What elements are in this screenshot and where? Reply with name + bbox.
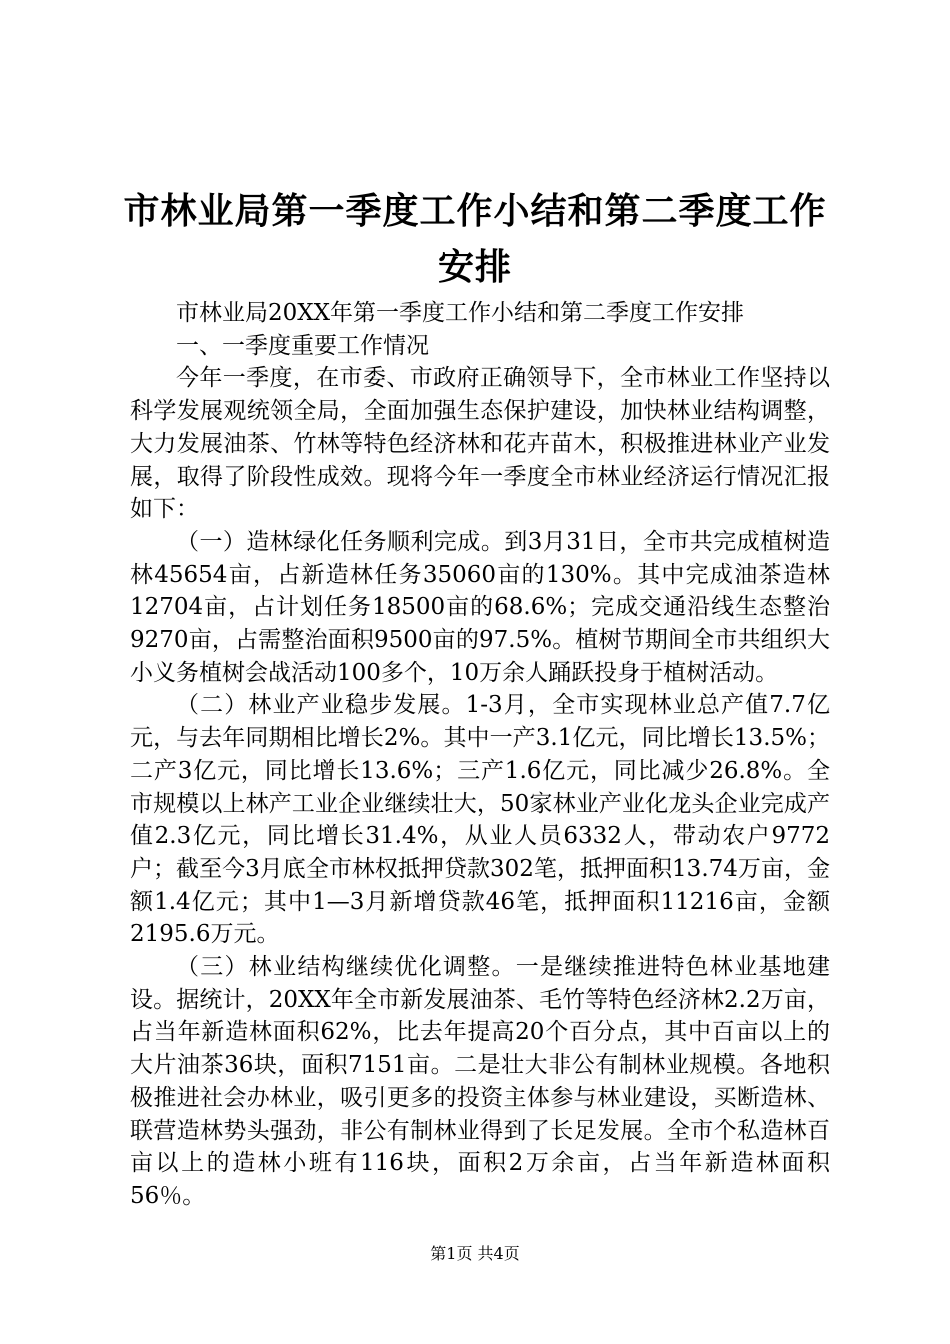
document-subtitle: 市林业局20XX年第一季度工作小结和第二季度工作安排 [176, 300, 745, 326]
document-body [130, 297, 830, 1213]
paragraph-forestry-industry: （二）林业产业稳步发展。1-3月，全市实现林业总产值7.7亿元，与去年同期相比增长2%。其中一产3.1亿元，同比增长13.5%；二产3亿元，同比增长13.6%；三产1.6亿元，同比减少26.8%。全市规模以上林产工业企业继续壮大，50家林业产业化龙头企业完成产值2.3亿元，同比增长31.4%，从业人员6332人，带动农户9772户；截至今3月底全市林权抵押贷款302笔，抵押面积13.74万亩，金额1.4亿元；其中1—3月新增贷款46笔，抵押面积11216亩，金额2195.6万元。 [130, 692, 830, 948]
section-heading: 一、一季度重要工作情况 [176, 332, 429, 359]
paragraph-afforestation: （一）造林绿化任务顺利完成。到3月31日，全市共完成植树造林45654亩，占新造林任务35060亩的130%。其中完成油茶造林12704亩，占计划任务18500亩的68.6%；完成交通沿线生态整治9270亩，占需整治面积9500亩的97.5%。植树节期间全市共组织大小义务植树会战活动100多个，10万余人踊跃投身于植树活动。 [130, 528, 830, 686]
document-title: 市林业局第一季度工作小结和第二季度工作安排 [123, 191, 827, 289]
paragraph-intro: 今年一季度，在市委、市政府正确领导下，全市林业工作坚持以科学发展观统领全局，全面加强生态保护建设，加快林业结构调整，大力发展油茶、竹林等特色经济林和花卉苗木，积极推进林业产业发展，取得了阶段性成效。现将今年一季度全市林业经济运行情况汇报如下： [130, 365, 830, 523]
page-indicator: 第1页 共4页 [430, 1244, 520, 1263]
paragraph-structure-adjustment: （三）林业结构继续优化调整。一是继续推进特色林业基地建设。据统计，20XX年全市新发展油茶、毛竹等特色经济林2.2万亩，占当年新造林面积62%，比去年提高20个百分点，其中百亩以上的大片油茶36块，面积7151亩。二是壮大非公有制林业规模。各地积极推进社会办林业，吸引更多的投资主体参与林业建设，买断造林、联营造林势头强劲，非公有制林业得到了长足发展。全市个私造林百亩以上的造林小班有116块，面积2万余亩，占当年新造林面积56％。 [130, 954, 830, 1209]
